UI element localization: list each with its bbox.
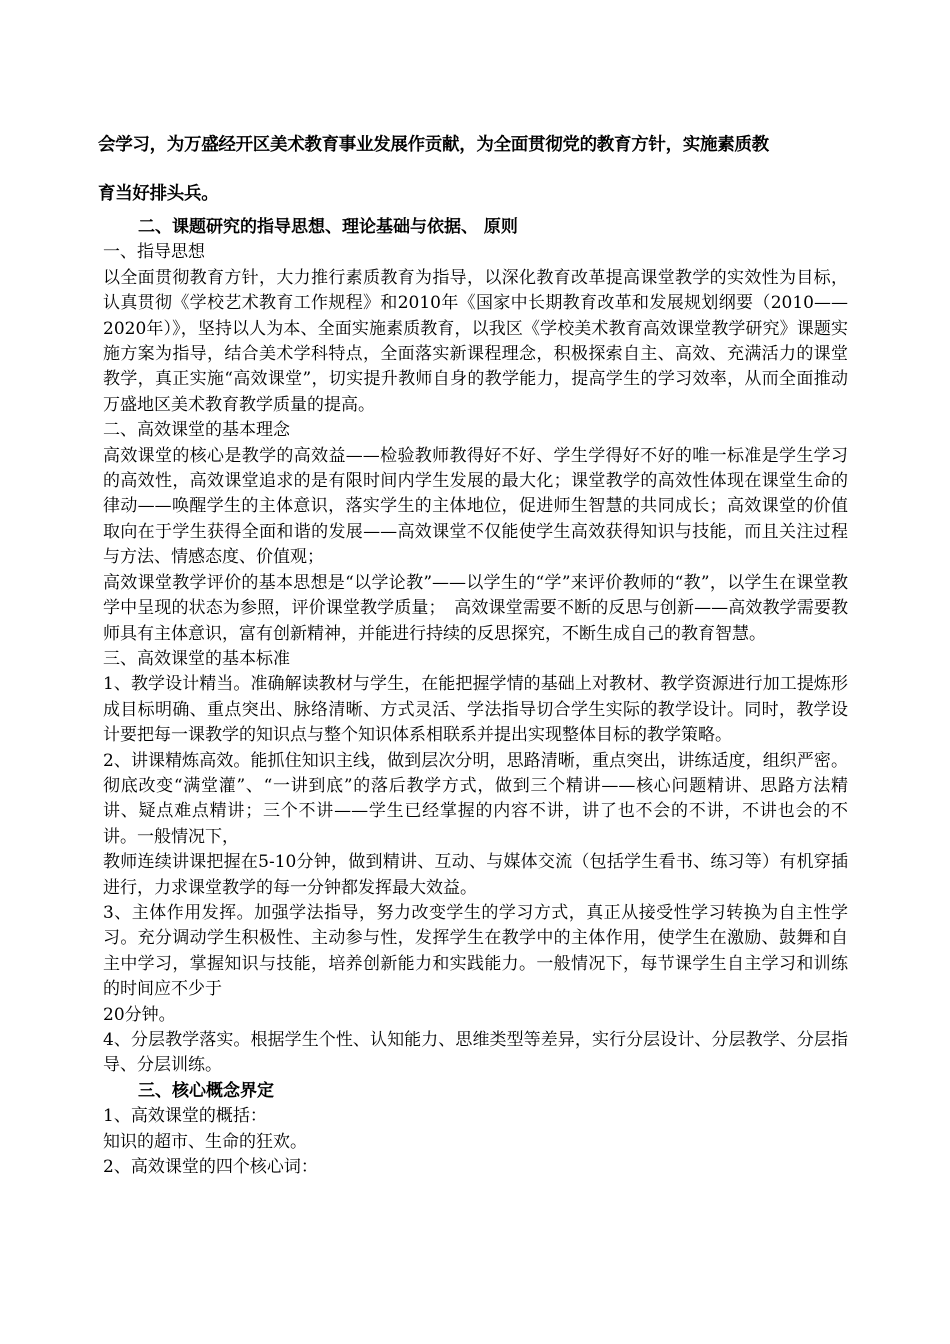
- concept-2-title: 2、高效课堂的四个核心词：: [103, 1157, 318, 1178]
- paragraph-concept-1: 高效课堂的核心是教学的高效益——检验教师教得好不好、学生学得好不好的唯一标准是学生学习的高效性，高效课堂追求的是有限时间内学生发展的最大化；课堂教学的高效性体现在课堂生命的律动——唤醒学生的主体意识，落实学生的主体地位，促进师生智慧的共同成长；高效课堂的价值取向在于学生获得全面和谐的发展——高效课堂不仅能使学生高效获得知识与技能，而且关注过程与方法、情感态度、价值观；: [103, 445, 848, 568]
- standard-item-3-continued: 20分钟。: [103, 1004, 176, 1025]
- standard-item-2-continued: 教师连续讲课把握在5-10分钟，做到精讲、互动、与媒体交流（包括学生看书、练习等）有机穿插进行，力求课堂教学的每一分钟都发挥最大效益。: [103, 852, 848, 898]
- concept-1-body: 知识的超市、生命的狂欢。: [103, 1131, 307, 1152]
- paragraph-guiding: 以全面贯彻教育方针，大力推行素质教育为指导，以深化教育改革提高课堂教学的实效性为目标，认真贯彻《学校艺术教育工作规程》和2010年《国家中长期教育改革和发展规划纲要（2010——2020年）》，坚持以人为本、全面实施素质教育，以我区《学校美术教育高效课堂教学研究》课题实施方案为指导，结合美术学科特点，全面落实新课程理念，积极探索自主、高效、充满活力的课堂教学，真正实施“高效课堂”，切实提升教师自身的教学能力，提高学生的学习效率，从而全面推动万盛地区美术教育教学质量的提高。: [103, 267, 848, 415]
- standard-item-1: 1、教学设计精当。准确解读教材与学生，在能把握学情的基础上对教材、教学资源进行加工提炼形成目标明确、重点突出、脉络清晰、方式灵活、学法指导切合学生实际的教学设计。同时，教学设计要把每一课教学的知识点与整个知识体系相联系并提出实现整体目标的教学策略。: [103, 674, 848, 746]
- standard-item-4: 4、分层教学落实。根据学生个性、认知能力、思维类型等差异，实行分层设计、分层教学、分层指导、分层训练。: [103, 1030, 848, 1076]
- section-2-title: 二、课题研究的指导思想、理论基础与依据、 原则: [138, 217, 518, 237]
- intro-line-1: 会学习，为万盛经开区美术教育事业发展作贡献，为全面贯彻党的教育方针，实施素质教: [98, 135, 769, 155]
- standard-item-3: 3、主体作用发挥。加强学法指导，努力改变学生的学习方式，真正从接受性学习转换为自主性学习。充分调动学生积极性、主动参与性，发挥学生在教学中的主体作用，使学生在激励、鼓舞和自主中学习，掌握知识与技能，培养创新能力和实践能力。一般情况下，每节课学生自主学习和训练的时间应不少于: [103, 902, 848, 1000]
- section-3-title: 三、核心概念界定: [138, 1080, 274, 1101]
- subsection-title-concept: 二、高效课堂的基本理念: [103, 420, 290, 441]
- standard-item-2: 2、讲课精炼高效。能抓住知识主线，做到层次分明，思路清晰，重点突出，讲练适度，组织严密。彻底改变“满堂灌”、“一讲到底”的落后教学方式，做到三个精讲——核心问题精讲、思路方法精讲、疑点难点精讲；三个不讲——学生已经掌握的内容不讲，讲了也不会的不讲，不讲也会的不讲。一般情况下，: [103, 750, 848, 847]
- concept-1-title: 1、高效课堂的概括：: [103, 1106, 267, 1127]
- subsection-title-guiding: 一、指导思想: [103, 242, 205, 263]
- intro-line-2: 育当好排头兵。: [98, 184, 219, 204]
- paragraph-concept-2: 高效课堂教学评价的基本思想是“以学论教”——以学生的“学”来评价教师的“教”，以学生在课堂教学中呈现的状态为参照，评价课堂教学质量； 高效课堂需要不断的反思与创新——高效教学需要教师具有主体意识，富有创新精神，并能进行持续的反思探究，不断生成自己的教育智慧。: [103, 572, 848, 644]
- document-body: [103, 215, 848, 1180]
- subsection-title-standards: 三、高效课堂的基本标准: [103, 648, 290, 669]
